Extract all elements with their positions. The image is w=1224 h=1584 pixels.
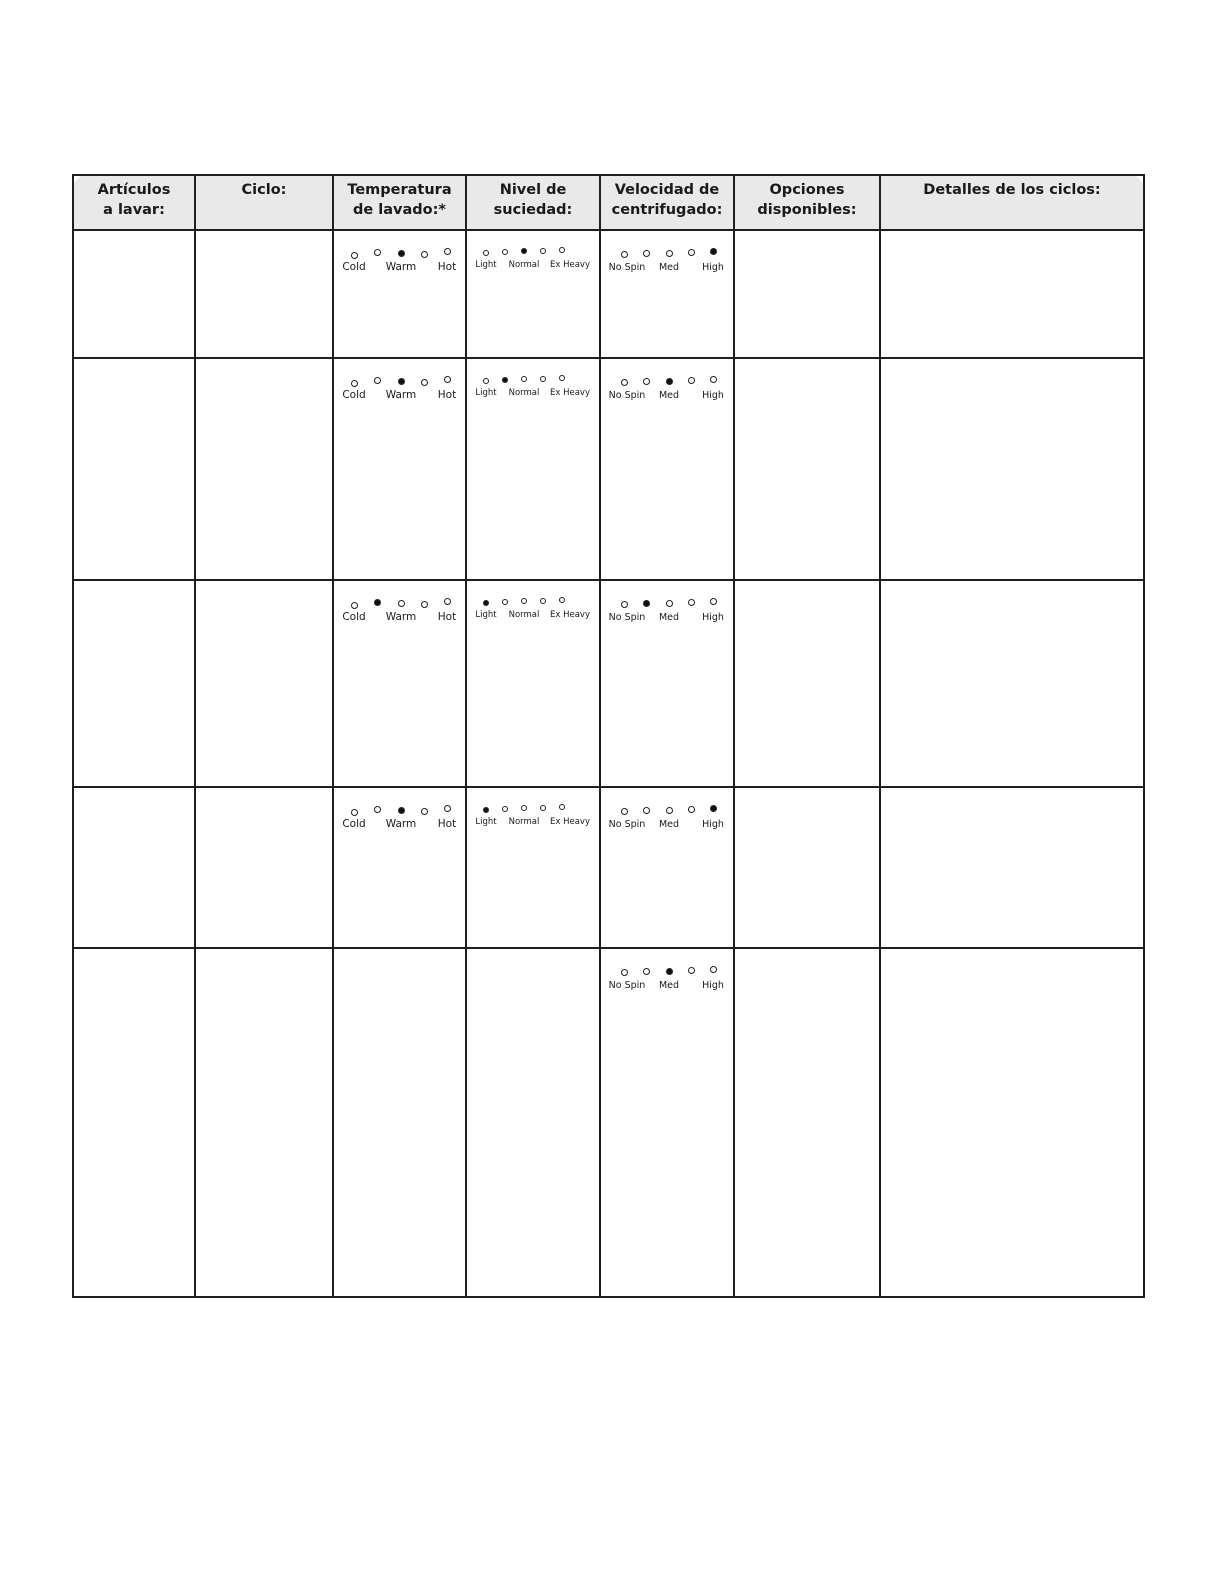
setting-dot bbox=[666, 600, 673, 607]
temp-indicator bbox=[334, 359, 465, 409]
temp-label: Hot bbox=[437, 611, 457, 623]
header-cycle: Ciclo: bbox=[195, 175, 333, 230]
spin-speed-cell bbox=[600, 230, 734, 358]
selected-setting-dot bbox=[666, 968, 673, 975]
setting-dot bbox=[621, 808, 628, 815]
header-soil-level: Nivel de suciedad: bbox=[466, 175, 600, 230]
selected-setting-dot bbox=[483, 600, 489, 606]
setting-dot bbox=[421, 808, 428, 815]
spin-label: Med bbox=[658, 980, 680, 991]
setting-dot bbox=[521, 805, 527, 811]
wash-temperature-cell bbox=[333, 230, 466, 358]
selected-setting-dot bbox=[666, 378, 673, 385]
options-cell bbox=[734, 787, 880, 948]
setting-dot bbox=[688, 377, 695, 384]
cycle-table bbox=[72, 174, 1145, 1298]
wash-temperature-cell bbox=[333, 787, 466, 948]
spin-label: No Spin bbox=[608, 390, 646, 401]
header-options: Opciones disponibles: bbox=[734, 175, 880, 230]
setting-dot bbox=[710, 376, 717, 383]
soil-label: Light bbox=[475, 610, 497, 620]
selected-setting-dot bbox=[502, 377, 508, 383]
soil-label: Light bbox=[475, 817, 497, 827]
selected-setting-dot bbox=[398, 250, 405, 257]
setting-dot bbox=[421, 251, 428, 258]
selected-setting-dot bbox=[710, 248, 717, 255]
setting-dot bbox=[421, 601, 428, 608]
temp-indicator bbox=[334, 581, 465, 631]
spin-label: Med bbox=[658, 262, 680, 273]
soil-indicator bbox=[467, 581, 599, 631]
setting-dot bbox=[710, 966, 717, 973]
temp-label: Warm bbox=[385, 389, 417, 401]
wash-temperature-cell bbox=[333, 580, 466, 787]
temp-indicator bbox=[334, 788, 465, 838]
cycle-cell bbox=[195, 948, 333, 1297]
header-wash-temperature: Temperatura de lavado:* bbox=[333, 175, 466, 230]
header-spin-speed: Velocidad de centrifugado: bbox=[600, 175, 734, 230]
setting-dot bbox=[502, 806, 508, 812]
table-row bbox=[73, 580, 1144, 787]
setting-dot bbox=[621, 601, 628, 608]
setting-dot bbox=[351, 809, 358, 816]
setting-dot bbox=[666, 807, 673, 814]
setting-dot bbox=[666, 250, 673, 257]
table-row bbox=[73, 948, 1144, 1297]
cycle-details-cell bbox=[880, 358, 1144, 580]
header-articles: Artículos a lavar: bbox=[73, 175, 195, 230]
spin-label: Med bbox=[658, 612, 680, 623]
soil-level-cell bbox=[466, 230, 600, 358]
articles-cell bbox=[73, 580, 195, 787]
spin-label: No Spin bbox=[608, 262, 646, 273]
setting-dot bbox=[502, 599, 508, 605]
setting-dot bbox=[483, 250, 489, 256]
header-cycle-details: Detalles de los ciclos: bbox=[880, 175, 1144, 230]
spin-label: No Spin bbox=[608, 819, 646, 830]
setting-dot bbox=[540, 376, 546, 382]
temp-label: Hot bbox=[437, 818, 457, 830]
cycle-cell bbox=[195, 787, 333, 948]
cycle-cell bbox=[195, 580, 333, 787]
spin-label: Med bbox=[658, 390, 680, 401]
options-cell bbox=[734, 580, 880, 787]
setting-dot bbox=[540, 598, 546, 604]
setting-dot bbox=[483, 378, 489, 384]
setting-dot bbox=[643, 968, 650, 975]
setting-dot bbox=[374, 806, 381, 813]
articles-cell bbox=[73, 948, 195, 1297]
soil-level-cell bbox=[466, 787, 600, 948]
setting-dot bbox=[710, 598, 717, 605]
table-row bbox=[73, 358, 1144, 580]
temp-indicator bbox=[334, 231, 465, 281]
setting-dot bbox=[351, 252, 358, 259]
spin-label: High bbox=[702, 980, 724, 991]
setting-dot bbox=[540, 805, 546, 811]
table-row bbox=[73, 787, 1144, 948]
soil-label: Normal bbox=[508, 388, 540, 398]
setting-dot bbox=[559, 804, 565, 810]
setting-dot bbox=[688, 599, 695, 606]
cycle-cell bbox=[195, 230, 333, 358]
setting-dot bbox=[688, 967, 695, 974]
setting-dot bbox=[502, 249, 508, 255]
setting-dot bbox=[621, 969, 628, 976]
selected-setting-dot bbox=[374, 599, 381, 606]
selected-setting-dot bbox=[483, 807, 489, 813]
spin-indicator bbox=[601, 231, 733, 281]
setting-dot bbox=[374, 249, 381, 256]
setting-dot bbox=[374, 377, 381, 384]
spin-speed-cell bbox=[600, 580, 734, 787]
setting-dot bbox=[351, 602, 358, 609]
soil-label: Ex Heavy bbox=[550, 817, 590, 827]
spin-indicator bbox=[601, 949, 733, 999]
soil-label: Light bbox=[475, 260, 497, 270]
header-row bbox=[73, 175, 1144, 230]
soil-label: Ex Heavy bbox=[550, 260, 590, 270]
setting-dot bbox=[444, 805, 451, 812]
temp-label: Cold bbox=[342, 818, 366, 830]
cycle-details-cell bbox=[880, 787, 1144, 948]
spin-speed-cell bbox=[600, 787, 734, 948]
setting-dot bbox=[444, 248, 451, 255]
setting-dot bbox=[688, 249, 695, 256]
soil-level-cell bbox=[466, 948, 600, 1297]
spin-label: Med bbox=[658, 819, 680, 830]
soil-label: Normal bbox=[508, 610, 540, 620]
spin-label: High bbox=[702, 262, 724, 273]
selected-setting-dot bbox=[398, 807, 405, 814]
soil-level-cell bbox=[466, 358, 600, 580]
setting-dot bbox=[540, 248, 546, 254]
wash-temperature-cell bbox=[333, 948, 466, 1297]
setting-dot bbox=[559, 247, 565, 253]
options-cell bbox=[734, 230, 880, 358]
setting-dot bbox=[559, 375, 565, 381]
articles-cell bbox=[73, 787, 195, 948]
cycle-details-cell bbox=[880, 948, 1144, 1297]
spin-speed-cell bbox=[600, 948, 734, 1297]
cycle-cell bbox=[195, 358, 333, 580]
setting-dot bbox=[643, 807, 650, 814]
temp-label: Warm bbox=[385, 611, 417, 623]
setting-dot bbox=[444, 376, 451, 383]
soil-label: Normal bbox=[508, 260, 540, 270]
setting-dot bbox=[621, 251, 628, 258]
setting-dot bbox=[643, 378, 650, 385]
temp-label: Warm bbox=[385, 261, 417, 273]
soil-indicator bbox=[467, 788, 599, 838]
selected-setting-dot bbox=[643, 600, 650, 607]
wash-temperature-cell bbox=[333, 358, 466, 580]
selected-setting-dot bbox=[710, 805, 717, 812]
setting-dot bbox=[688, 806, 695, 813]
temp-label: Cold bbox=[342, 261, 366, 273]
setting-dot bbox=[444, 598, 451, 605]
soil-label: Ex Heavy bbox=[550, 610, 590, 620]
setting-dot bbox=[559, 597, 565, 603]
soil-label: Ex Heavy bbox=[550, 388, 590, 398]
spin-label: No Spin bbox=[608, 980, 646, 991]
cycle-details-cell bbox=[880, 230, 1144, 358]
soil-level-cell bbox=[466, 580, 600, 787]
soil-label: Light bbox=[475, 388, 497, 398]
options-cell bbox=[734, 948, 880, 1297]
setting-dot bbox=[521, 376, 527, 382]
soil-indicator bbox=[467, 359, 599, 409]
setting-dot bbox=[398, 600, 405, 607]
cycle-details-cell bbox=[880, 580, 1144, 787]
articles-cell bbox=[73, 230, 195, 358]
soil-label: Normal bbox=[508, 817, 540, 827]
spin-indicator bbox=[601, 581, 733, 631]
temp-label: Cold bbox=[342, 611, 366, 623]
setting-dot bbox=[621, 379, 628, 386]
setting-dot bbox=[351, 380, 358, 387]
spin-speed-cell bbox=[600, 358, 734, 580]
spin-label: High bbox=[702, 390, 724, 401]
spin-label: High bbox=[702, 819, 724, 830]
spin-indicator bbox=[601, 788, 733, 838]
spin-label: High bbox=[702, 612, 724, 623]
temp-label: Warm bbox=[385, 818, 417, 830]
selected-setting-dot bbox=[398, 378, 405, 385]
temp-label: Hot bbox=[437, 389, 457, 401]
selected-setting-dot bbox=[521, 248, 527, 254]
articles-cell bbox=[73, 358, 195, 580]
soil-indicator bbox=[467, 231, 599, 281]
setting-dot bbox=[521, 598, 527, 604]
spin-label: No Spin bbox=[608, 612, 646, 623]
temp-label: Hot bbox=[437, 261, 457, 273]
options-cell bbox=[734, 358, 880, 580]
setting-dot bbox=[421, 379, 428, 386]
table-row bbox=[73, 230, 1144, 358]
setting-dot bbox=[643, 250, 650, 257]
spin-indicator bbox=[601, 359, 733, 409]
temp-label: Cold bbox=[342, 389, 366, 401]
